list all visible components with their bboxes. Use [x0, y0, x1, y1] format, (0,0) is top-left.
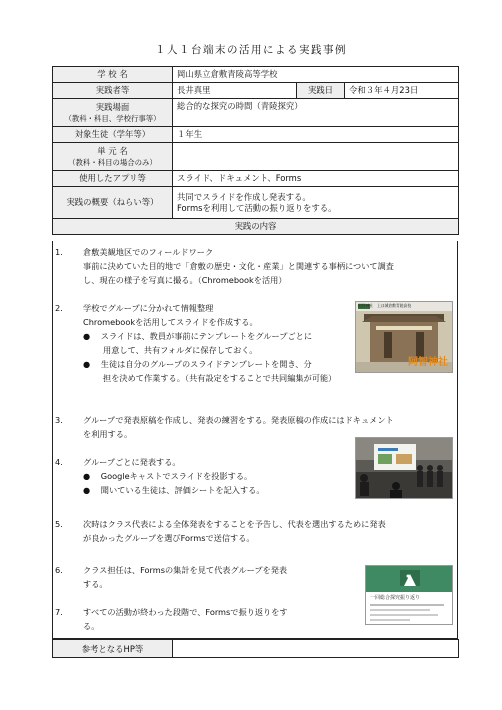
date-label: 実践日	[297, 83, 345, 99]
item-2-bullet-2-line-2: 担を決めて作業する。（共有設定をすることで共同編集が可能）	[103, 373, 337, 383]
item-2	[55, 301, 214, 315]
overview-value	[173, 187, 459, 219]
page-title: １人１台端末の活用による実践事例	[155, 44, 347, 56]
item-1-line-3: し、現在の様子を写真に撮る。（Chromebookを活用）	[83, 275, 287, 285]
unit-label-cell	[53, 143, 173, 171]
item-2-bullet-1	[83, 329, 312, 343]
shrine-slide-photo	[355, 301, 453, 373]
reference-table	[52, 639, 459, 658]
item-5-line-1: 次時はクラス代表による全体発表をすることを予告し、代表を選出するために発表	[83, 519, 386, 529]
reference-value	[173, 640, 459, 658]
forms-title: 一回総合探究振り返り	[370, 595, 421, 601]
practitioner-label: 実践者等	[53, 83, 173, 99]
item-2-bullet-2	[83, 357, 312, 371]
item-1	[55, 245, 214, 259]
item-7-number: 7.	[55, 607, 63, 617]
unit-sublabel: （教科・科目の場合のみ）	[68, 157, 157, 167]
bullet-icon: ●	[83, 331, 91, 341]
item-2-bullet-1-line-2: 用意して、共有フォルダに保存しておく。	[103, 345, 258, 355]
item-2-line-2: Chromebookを活用してスライドを作成する。	[83, 317, 258, 327]
school-label: 学 校 名	[53, 67, 173, 83]
apps-label: 使用したアプリ等	[53, 171, 173, 187]
item-6-line-1: クラス担任は、Formsの集計を見て代表グループを発表	[83, 565, 288, 575]
item-2-number: 2.	[55, 303, 63, 313]
item-6-line-2: する。	[83, 579, 108, 589]
item-4-bullet-2	[83, 483, 265, 497]
info-table	[52, 66, 459, 235]
item-3	[55, 413, 394, 427]
item-1-line-2: 事前に決めていた目的地で「倉敷の歴史・文化・産業」と関連する事柄について調査	[83, 261, 394, 271]
unit-label: 単 元 名	[97, 145, 128, 156]
item-5-line-2: が良かったグループを選びFormsで送信する。	[83, 533, 255, 543]
item-3-line-1: グループで発表原稿を作成し、発表の練習をする。発表原稿の作成にはドキュメント	[83, 415, 394, 425]
content-body	[52, 241, 458, 639]
overview-line-2: Formsを利用して活動の振り返りをする。	[177, 202, 337, 213]
item-5-number: 5.	[55, 519, 63, 529]
item-4-bullet-1-text: Googleキャストでスライドを投影する。	[100, 471, 253, 481]
target-label: 対象生徒（学年等）	[53, 127, 173, 143]
item-3-number: 3.	[55, 415, 63, 425]
unit-value	[173, 143, 459, 171]
item-6-number: 6.	[55, 565, 63, 575]
item-6	[55, 563, 288, 577]
scene-label-cell	[53, 99, 173, 127]
item-4-title: グループごとに発表する。	[83, 457, 181, 467]
shrine-caption: 阿智神社	[408, 357, 448, 368]
item-7-line-2: る。	[83, 621, 100, 631]
overview-line-1: 共同でスライドを作成し発表する。	[177, 191, 311, 202]
scene-value: 総合的な探究の時間（青陵探究）	[173, 99, 459, 127]
item-4-number: 4.	[55, 457, 63, 467]
item-4-bullet-1	[83, 469, 252, 483]
shrine-slide-header: 阿智神社 上ほ城倉敷青陵高校	[358, 303, 412, 308]
practitioner-value: 長井真里	[173, 83, 297, 99]
item-5	[55, 517, 386, 531]
item-2-bullet-2-line-1: 生徒は自分のグループのスライドテンプレートを開き、分	[100, 359, 312, 369]
school-value: 岡山県立倉敷青陵高等学校	[173, 67, 459, 83]
bullet-icon: ●	[83, 471, 91, 481]
item-7-line-1: すべての活動が終わった段階で、Formsで振り返りをす	[83, 607, 288, 617]
classroom-photo	[355, 437, 453, 499]
content-header: 実践の内容	[53, 219, 459, 235]
item-2-bullet-1-line-1: スライドは、教員が事前にテンプレートをグループごとに	[100, 331, 313, 341]
item-1-title: 倉敷美観地区でのフィールドワーク	[83, 247, 214, 257]
item-7	[55, 605, 288, 619]
item-3-line-2: を利用する。	[83, 429, 133, 439]
item-1-number: 1.	[55, 247, 63, 257]
reference-label: 参考となるHP等	[53, 640, 173, 658]
classroom-photo-graphic	[356, 438, 452, 498]
bullet-icon: ●	[83, 359, 91, 369]
apps-value: スライド、ドキュメント、Forms	[173, 171, 459, 187]
scene-sublabel: （教科・科目、学校行事等）	[64, 113, 161, 123]
item-2-title: 学校でグループに分かれて情報整理	[83, 303, 214, 313]
date-value: 令和３年４月23日	[345, 83, 459, 99]
target-value: １年生	[173, 127, 459, 143]
forms-screenshot	[365, 565, 453, 625]
item-4-bullet-2-text: 聞いている生徒は、評価シートを記入する。	[100, 485, 265, 495]
bullet-icon: ●	[83, 485, 91, 495]
item-4	[55, 455, 181, 469]
scene-label: 実践場面	[95, 101, 130, 112]
overview-label: 実践の概要（ねらい等）	[53, 187, 173, 219]
